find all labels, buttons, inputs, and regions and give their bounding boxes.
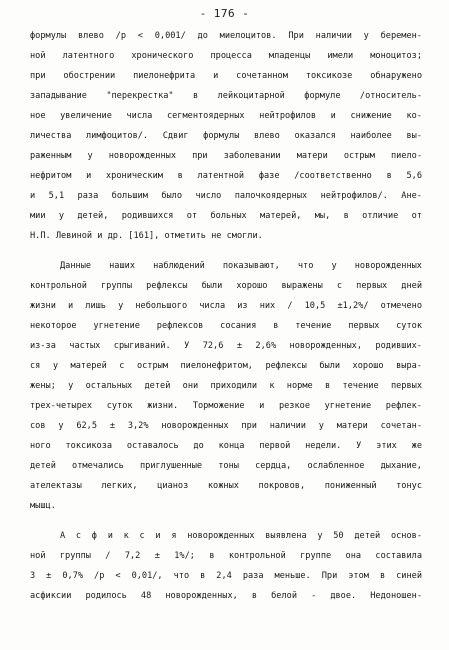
text-line: сов у 62,5 ± 3,2% новорожденных при наличии у матери сочетан- <box>30 421 422 431</box>
page-number: - 176 - <box>199 7 250 20</box>
text-line: контрольной группы рефлексы были хорошо выражены с первых дней <box>30 281 422 291</box>
text-line: личества лимфоцитов/. Сдвиг формулы влево оказался наиболее вы- <box>30 131 422 141</box>
text-line: мии у детей, родившихся от больных матерей, мы, в отличие от <box>30 211 422 221</box>
text-line: жены; у остальных детей они приходили к норме в течение первых <box>30 381 422 391</box>
text-line: ателектазы легких, цианоз кожных покровов, пониженный тонус <box>30 481 422 491</box>
text-line: из-за частых срыгиваний. У 72,6 ± 2,6% новорожденных, родивших- <box>30 341 422 351</box>
text-line: асфиксии родилось 48 новорожденных, в белой - двое. Недоношен- <box>30 591 422 601</box>
text-line: Н.П. Левиной и др. [161], отметить не смогли. <box>30 231 263 241</box>
text-line: формулы влево /р < 0,001/ до миелоцитов. При наличии у беремен- <box>30 31 422 41</box>
text-line: ного токсикоза оставалось до конца первой недели. У этих же <box>30 441 422 451</box>
text-line: трех-четырех суток жизни. Торможение и резкое угнетение рефлек- <box>30 401 422 411</box>
text-line: мышц. <box>30 501 56 511</box>
text-line: при обострении пиелонефрита и сочетанном токсикозе обнаружено <box>30 71 422 81</box>
text-line: Данные наших наблюдений показывают, что у новорожденных <box>60 261 422 271</box>
text-line: раженным у новорожденных при заболевании матери острым пиело- <box>30 151 422 161</box>
text-line: А с ф и к с и я новорожденных выявлена у 50 детей основ- <box>60 531 422 541</box>
text-line: ное увеличение числа сегментоядерных нейтрофилов и снижение ко- <box>30 111 422 121</box>
text-line: ной латентного хронического процесса младенцы имели моноцитоз; <box>30 51 422 61</box>
text-line: некоторое угнетение рефлексов сосания в течение первых суток <box>30 321 422 331</box>
text-line: 3 ± 0,7% /р < 0,01/, что в 2,4 раза меньше. При этом в синей <box>30 571 422 581</box>
text-line: западывание "перекрестка" в лейкоцитарной формуле /относитель- <box>30 91 422 101</box>
text-line: нефритом и хроническим в латентной фазе /соответственно в 5,6 <box>30 171 422 181</box>
text-line: и 5,1 раза большим было число палочкоядерных нейтрофилов/. Ане- <box>30 191 422 201</box>
text-line: жизни и лишь у небольшого числа из них / 10,5 ±1,2%/ отмечено <box>30 301 422 311</box>
text-line: ной группы / 7,2 ± 1%/; в контрольной группе она составила <box>30 551 422 561</box>
text-line: детей отмечались приглушенные тоны сердца, ослабленное дыхание, <box>30 461 422 471</box>
text-line: ся у матерей с острым пиелонефритом, рефлексы были хорошо выра- <box>30 361 422 371</box>
